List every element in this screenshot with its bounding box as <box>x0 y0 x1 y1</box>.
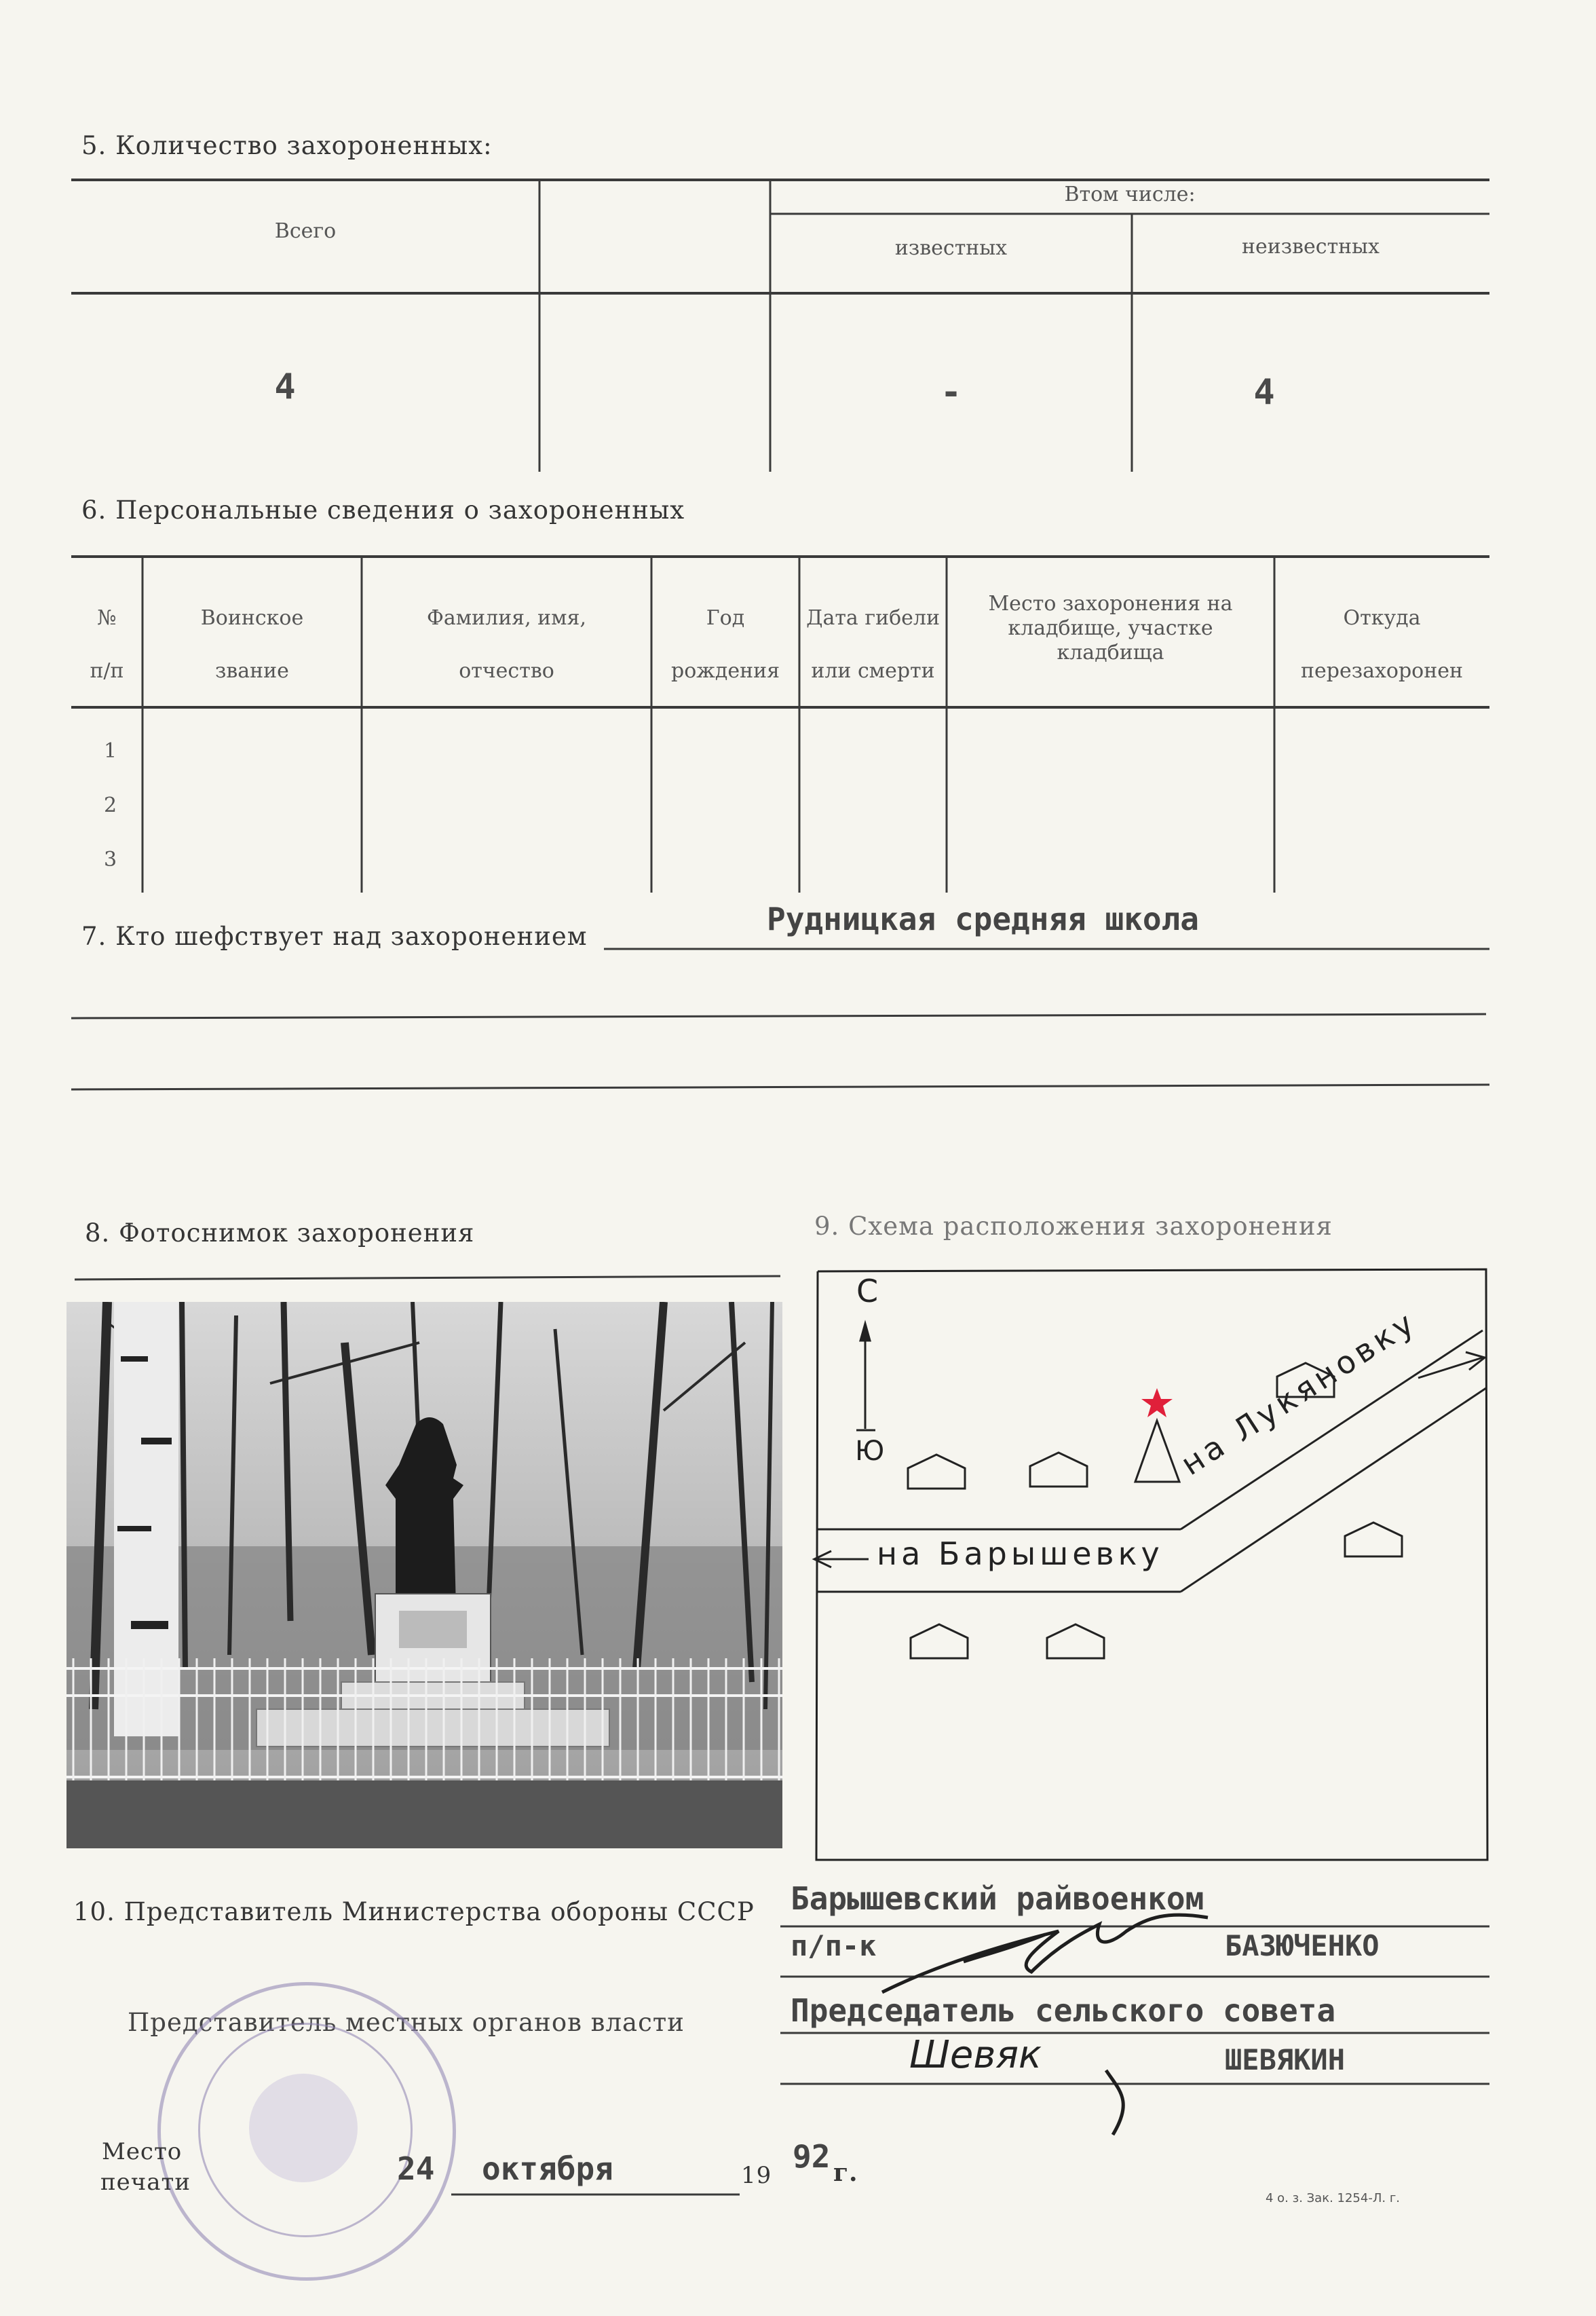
table-row-number: 1 <box>103 739 117 763</box>
col-origin-l1: Откуда <box>1343 606 1421 630</box>
patron-value: Рудницкая средняя школа <box>767 901 1199 937</box>
col-deathdate-l1: Дата гибели <box>806 606 940 630</box>
local-authority-label: Представитель местных органов власти <box>128 2008 685 2037</box>
table-row-number: 2 <box>103 793 117 817</box>
col-number-l1: № <box>97 606 117 630</box>
col-known-header: известных <box>894 236 1008 260</box>
military-rank: п/п-к <box>791 1929 877 1962</box>
compass-north-label: С <box>856 1273 879 1309</box>
col-burialplace-l1: Место захоронения на <box>988 592 1233 616</box>
print-code: 4 о. з. Зак. 1254-Л. г. <box>1266 2191 1400 2205</box>
local-organization: Председатель сельского совета <box>791 1992 1336 2029</box>
section10-title: 10. Представитель Министерства обороны СССР <box>73 1897 755 1926</box>
official-stamp <box>157 1982 456 2281</box>
military-name: БАЗЮЧЕНКО <box>1225 1929 1380 1962</box>
local-signature: Шевяк <box>909 2033 1042 2077</box>
road-label-lukyan: на Лукяновку <box>1174 1303 1424 1482</box>
section8-title: 8. Фотоснимок захоронения <box>85 1218 475 1248</box>
col-deathdate-l2: или смерти <box>811 659 935 683</box>
section7-title: 7. Кто шефствует над захоронением <box>81 922 588 951</box>
col-burialplace-l2: кладбище, участке <box>1008 616 1213 640</box>
col-fullname-l1: Фамилия, имя, <box>427 606 586 630</box>
known-buried-value: - <box>940 372 962 413</box>
place-label-1: Место <box>102 2138 183 2165</box>
date-month: октября <box>482 2150 613 2187</box>
col-rank-l2: звание <box>215 659 289 683</box>
col-rank-l1: Воинское <box>200 606 304 630</box>
col-number-l2: п/п <box>90 659 124 683</box>
date-century: 19 <box>741 2162 772 2189</box>
section9-title: 9. Схема расположения захоронения <box>814 1212 1333 1241</box>
table-row-number: 3 <box>103 848 117 872</box>
section6-title: 6. Персональные сведения о захороненных <box>81 496 685 525</box>
local-name: ШЕВЯКИН <box>1225 2043 1346 2076</box>
col-including-header: Втом числе: <box>1064 183 1196 206</box>
col-unknown-header: неизвестных <box>1242 235 1380 259</box>
col-burialplace-l3: кладбища <box>1057 641 1164 665</box>
section5-title: 5. Количество захороненных: <box>81 131 493 160</box>
col-birthyear-l1: Год <box>706 606 745 630</box>
col-birthyear-l2: рождения <box>670 659 780 683</box>
col-total-header: Всего <box>274 219 337 243</box>
total-buried-value: 4 <box>274 367 296 407</box>
col-origin-l2: перезахоронен <box>1301 659 1463 683</box>
date-year: 92 <box>793 2138 831 2175</box>
compass-south-label: Ю <box>855 1436 885 1467</box>
place-label-2: печати <box>100 2169 191 2196</box>
road-label-barysh: на Барышевку <box>877 1535 1164 1572</box>
col-fullname-l2: отчество <box>459 659 554 683</box>
unknown-buried-value: 4 <box>1253 372 1275 413</box>
date-day: 24 <box>397 2150 435 2187</box>
military-organization: Барышевский райвоенком <box>791 1880 1204 1917</box>
date-suffix: г. <box>833 2159 858 2187</box>
